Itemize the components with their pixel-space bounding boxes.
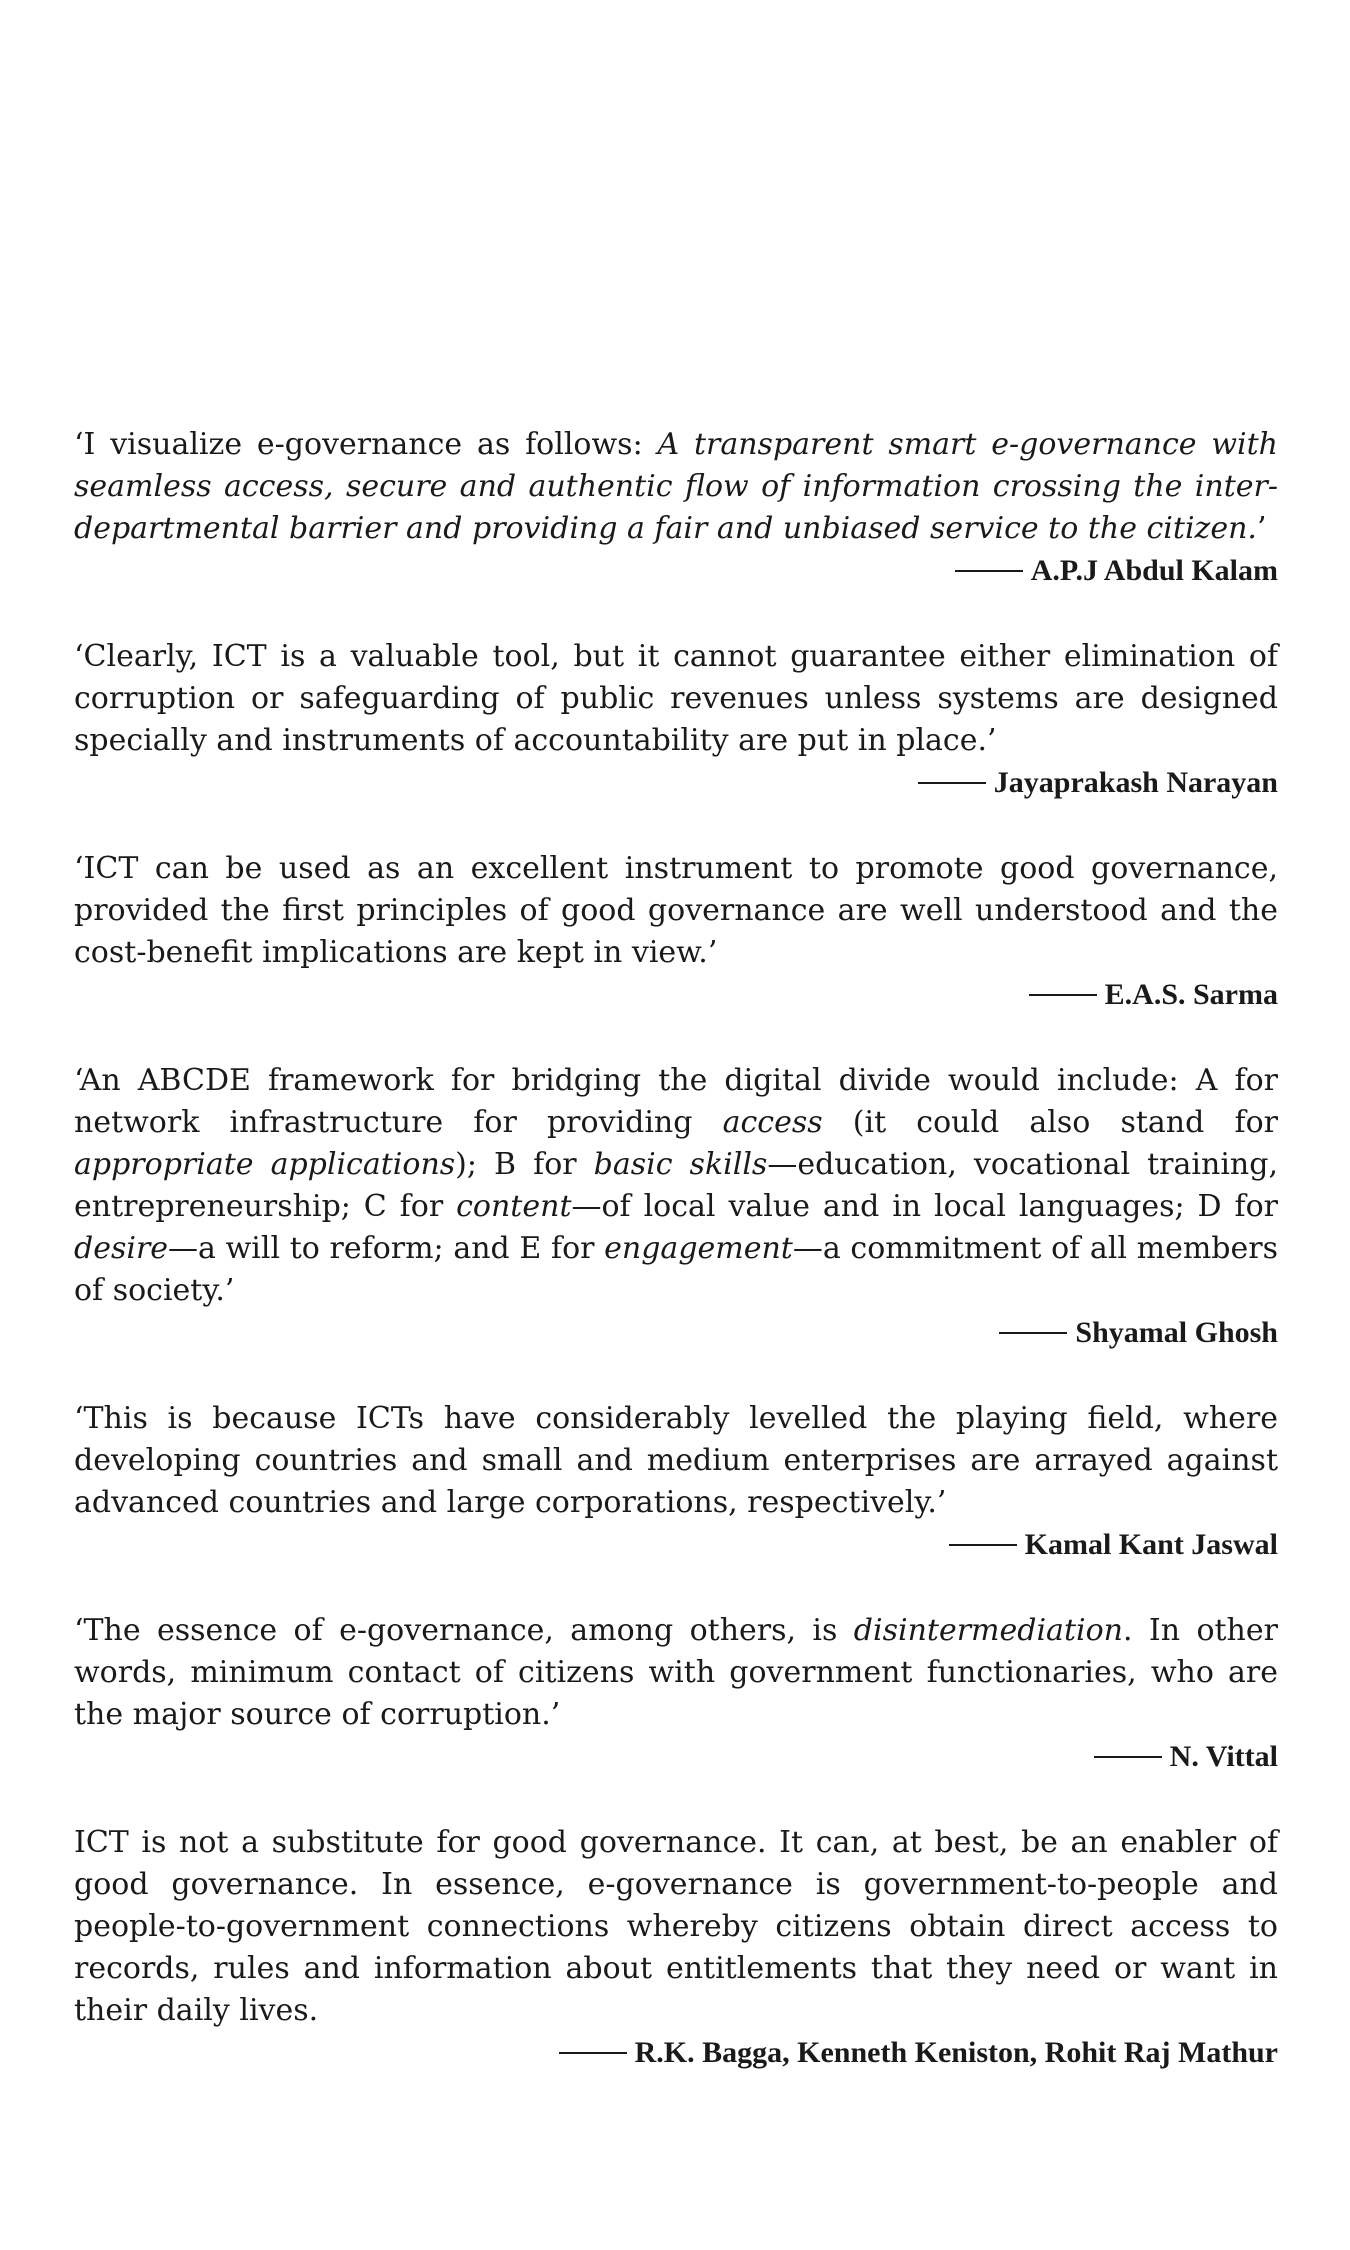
quote-text: ‘An ABCDE framework for bridging the digital divide would include: A for network infrastructure for providing access (it could also stand for appropriate applications); B for basic skills—education, vocational training, entrepreneurship; C for content—of local value and in local languages; D for desire—a will to reform; and E for engagement—a commitment of all members of society.’	[74, 1063, 1278, 1308]
quote-block	[74, 424, 1278, 592]
quote-block	[74, 1060, 1278, 1354]
attribution-dash	[559, 2052, 627, 2054]
quote-text: ‘Clearly, ICT is a valuable tool, but it cannot guarantee either elimination of corruption or safeguarding of public revenues unless systems are designed specially and instruments of accountability are put in place.’	[74, 639, 1278, 758]
quote-block	[74, 848, 1278, 1016]
quote-text: ‘The essence of e-governance, among others, is disintermediation. In other words, minimum contact of citizens with government functionaries, who are the major source of corruption.’	[74, 1613, 1278, 1732]
attribution-dash	[999, 1332, 1067, 1334]
quote-block	[74, 1822, 1278, 2074]
quote-text: ‘ICT can be used as an excellent instrument to promote good governance, provided the first principles of good governance are well understood and the cost-benefit implications are kept in view.’	[74, 851, 1278, 970]
attribution-dash	[1029, 994, 1097, 996]
quote-attribution: A.P.J Abdul Kalam	[74, 550, 1278, 592]
quote-attribution: Jayaprakash Narayan	[74, 762, 1278, 804]
quote-attribution: R.K. Bagga, Kenneth Keniston, Rohit Raj Mathur	[74, 2032, 1278, 2074]
attribution-dash	[918, 782, 986, 784]
quote-block	[74, 636, 1278, 804]
attribution-dash	[1094, 1756, 1162, 1758]
epigraph-page	[74, 424, 1278, 2118]
quote-text: ‘This is because ICTs have considerably levelled the playing field, where developing countries and small and medium enterprises are arrayed against advanced countries and large corporations, respectively.’	[74, 1401, 1278, 1520]
quote-text: ‘I visualize e-governance as follows: A transparent smart e-governance with seamless access, secure and authentic flow of information crossing the inter-departmental barrier and providing a fair and unbiased service to the citizen.’	[74, 427, 1278, 546]
quote-text: ICT is not a substitute for good governance. It can, at best, be an enabler of good governance. In essence, e-governance is government-to-people and people-to-government connections whereby citizens obtain direct access to records, rules and information about entitlements that they need or want in their daily lives.	[74, 1825, 1278, 2028]
quote-block	[74, 1610, 1278, 1778]
attribution-dash	[949, 1544, 1017, 1546]
quote-attribution: E.A.S. Sarma	[74, 974, 1278, 1016]
quote-attribution: Kamal Kant Jaswal	[74, 1524, 1278, 1566]
quote-attribution: N. Vittal	[74, 1736, 1278, 1778]
quote-block	[74, 1398, 1278, 1566]
attribution-dash	[955, 570, 1023, 572]
quote-attribution: Shyamal Ghosh	[74, 1312, 1278, 1354]
